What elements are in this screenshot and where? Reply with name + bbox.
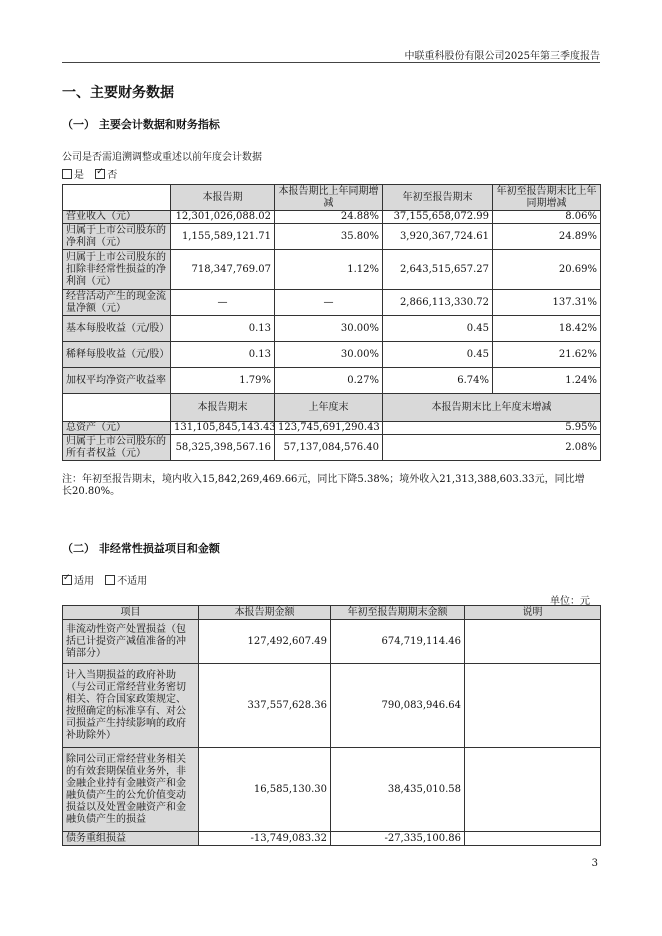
table-cell: 2.08% [383, 435, 601, 461]
header-cell: 本报告期末 [171, 394, 275, 422]
table-cell: -13,749,083.32 [199, 832, 331, 846]
table-cell: 137.31% [493, 290, 601, 316]
option-no-label: 否 [107, 170, 118, 181]
table-cell [465, 832, 601, 846]
table-cell: 1,155,589,121.71 [171, 224, 275, 250]
table-cell: 35.80% [275, 224, 383, 250]
row-label: 归属于上市公司股东的净利润（元） [63, 224, 171, 250]
header-cell: 年初至报告期末比上年同期增减 [493, 185, 601, 211]
table-header-row-2 [63, 394, 601, 422]
table-cell: 37,155,658,072.99 [383, 211, 493, 224]
table-cell: 30.00% [275, 342, 383, 368]
table-cell: 2,643,515,657.27 [383, 250, 493, 290]
table-cell: -27,335,100.86 [331, 832, 465, 846]
table-cell: 6.74% [383, 368, 493, 394]
table-row [63, 620, 601, 664]
table-row [63, 290, 601, 316]
table-note: 注：年初至报告期末，境内收入15,842,269,469.66元，同比下降5.38%；境外收入21,313,388,603.33元，同比增长20.80%。 [62, 474, 585, 497]
table-cell: 123,745,691,290.43 [275, 422, 383, 435]
table-cell: 2,866,113,330.72 [383, 290, 493, 316]
table-cell: 127,492,607.49 [199, 620, 331, 664]
row-label: 债务重组损益 [63, 832, 199, 846]
table-row [63, 224, 601, 250]
table-row [63, 422, 601, 435]
row-label: 归属于上市公司股东的所有者权益（元） [63, 435, 171, 461]
table-cell: 58,325,398,567.16 [171, 435, 275, 461]
table-cell: 131,105,845,143.43 [171, 422, 275, 435]
applicable-options [62, 572, 147, 587]
table-cell: 16,585,130.30 [199, 748, 331, 832]
table-row [63, 748, 601, 832]
row-label: 经营活动产生的现金流量净额（元） [63, 290, 171, 316]
table-cell: 790,083,946.64 [331, 664, 465, 748]
checkbox-yes[interactable] [62, 169, 72, 179]
subsection-title-2: （二） 非经常性损益项目和金额 [62, 542, 220, 555]
row-label: 总资产（元） [63, 422, 171, 435]
table-cell: 24.89% [493, 224, 601, 250]
row-label: 归属于上市公司股东的扣除非经常性损益的净利润（元） [63, 250, 171, 290]
row-label: 加权平均净资产收益率 [63, 368, 171, 394]
header-cell: 本报告期末比上年度末增减 [383, 394, 601, 422]
row-label: 计入当期损益的政府补助（与公司正常经营业务密切相关、符合国家政策规定、按照确定的标准享有、对公司损益产生持续影响的政府补助除外） [63, 664, 199, 748]
subsection-title-1: （一） 主要会计数据和财务指标 [62, 118, 220, 131]
table-row [63, 316, 601, 342]
table-header-row [63, 606, 601, 620]
unit-label: 单位：元 [550, 596, 590, 607]
header-cell: 项目 [63, 606, 199, 620]
table-cell: 30.00% [275, 316, 383, 342]
table-cell: 0.45 [383, 342, 493, 368]
table-cell: 8.06% [493, 211, 601, 224]
checkbox-not-applicable[interactable] [105, 575, 115, 585]
table-cell: 1.12% [275, 250, 383, 290]
table-cell: 3,920,367,724.61 [383, 224, 493, 250]
table-cell: 674,719,114.46 [331, 620, 465, 664]
table-row [63, 342, 601, 368]
table-cell: 718,347,769.07 [171, 250, 275, 290]
table-row [63, 368, 601, 394]
table-cell: 20.69% [493, 250, 601, 290]
table-cell [465, 664, 601, 748]
row-label: 营业收入（元） [63, 211, 171, 224]
non-recurring-items-table [62, 605, 601, 846]
option-applicable-label: 适用 [74, 576, 94, 587]
header-cell [63, 394, 171, 422]
table-row [63, 435, 601, 461]
option-not-applicable-label: 不适用 [117, 576, 148, 587]
header-cell [63, 185, 171, 211]
table-row [63, 664, 601, 748]
checkbox-no[interactable] [95, 169, 105, 179]
row-label: 基本每股收益（元/股） [63, 316, 171, 342]
table-cell: 1.79% [171, 368, 275, 394]
table-cell: 0.13 [171, 342, 275, 368]
header-cell: 说明 [465, 606, 601, 620]
header-cell: 年初至报告期末 [383, 185, 493, 211]
header-cell: 本报告期 [171, 185, 275, 211]
table-cell: 24.88% [275, 211, 383, 224]
row-label: 除同公司正常经营业务相关的有效套期保值业务外，非金融企业持有金融资产和金融负债产生的公允价值变动损益以及处置金融资产和金融负债产生的损益 [63, 748, 199, 832]
row-label: 非流动性资产处置损益（包括已计提资产减值准备的冲销部分） [63, 620, 199, 664]
table-cell: 337,557,628.36 [199, 664, 331, 748]
page-number: 3 [591, 858, 598, 869]
table-cell: 5.95% [383, 422, 601, 435]
table-cell: 0.27% [275, 368, 383, 394]
table-cell [465, 620, 601, 664]
table-cell: 1.24% [493, 368, 601, 394]
table-cell: 38,435,010.58 [331, 748, 465, 832]
table-cell: — [171, 290, 275, 316]
table-cell: — [275, 290, 383, 316]
header-cell: 年初至报告期期末金额 [331, 606, 465, 620]
table-row [63, 832, 601, 846]
header-cell: 上年度末 [275, 394, 383, 422]
table-cell [465, 748, 601, 832]
table-cell: 18.42% [493, 316, 601, 342]
restate-options [62, 166, 117, 181]
section-title: 一、主要财务数据 [62, 85, 174, 101]
header-rule [62, 62, 600, 63]
header-cell: 本报告期比上年同期增减 [275, 185, 383, 211]
table-cell: 12,301,026,088.02 [171, 211, 275, 224]
table-cell: 21.62% [493, 342, 601, 368]
financial-data-table [62, 184, 601, 461]
option-yes-label: 是 [74, 170, 84, 181]
running-header: 中联重科股份有限公司2025年第三季度报告 [404, 51, 600, 62]
restate-question: 公司是否需追溯调整或重述以前年度会计数据 [62, 152, 262, 163]
table-row [63, 250, 601, 290]
table-cell: 57,137,084,576.40 [275, 435, 383, 461]
table-header-row [63, 185, 601, 211]
row-label: 稀释每股收益（元/股） [63, 342, 171, 368]
table-cell: 0.45 [383, 316, 493, 342]
header-cell: 本报告期金额 [199, 606, 331, 620]
table-row [63, 211, 601, 224]
checkbox-applicable[interactable] [62, 575, 72, 585]
table-cell: 0.13 [171, 316, 275, 342]
